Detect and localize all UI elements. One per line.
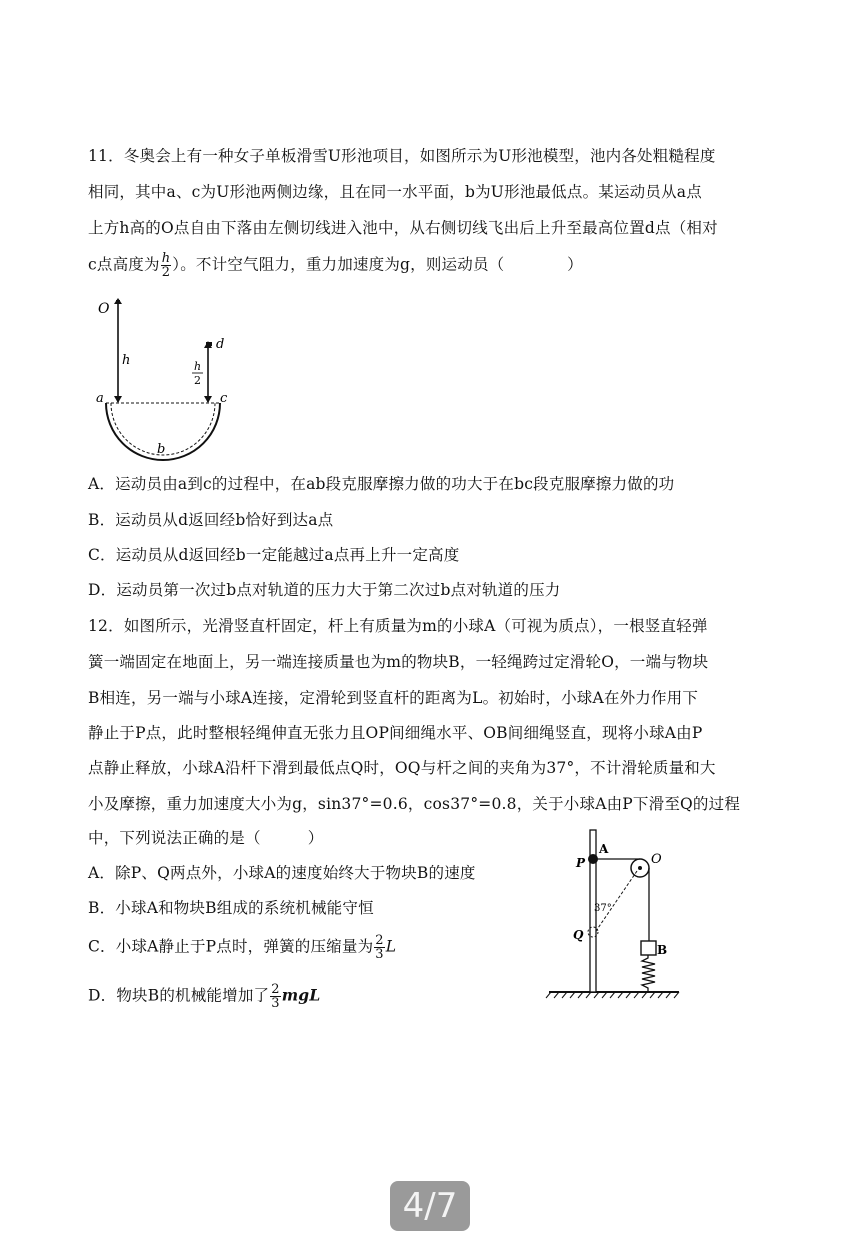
q12-option-d-post: mgL xyxy=(281,985,321,1005)
q11-stem-line-4 xyxy=(88,252,583,279)
q12-option-c-num: 2 xyxy=(375,933,384,948)
q11-fraction-num: h xyxy=(161,251,171,266)
q11-u-pool-figure xyxy=(90,290,250,470)
q12-option-d-fraction xyxy=(270,983,280,1010)
q11-stem-line-4-post: ）。不计空气阻力，重力加速度为g，则运动员（ ） xyxy=(172,255,583,274)
q12-option-c-fraction xyxy=(374,934,384,961)
q11-label-h2-den: 2 xyxy=(194,374,201,387)
q12-option-b: B．小球A和物块B组成的系统机械能守恒 xyxy=(88,899,374,917)
q11-label-h2-num: h xyxy=(194,360,202,373)
q12-option-d-pre: D．物块B的机械能增加了 xyxy=(88,986,270,1005)
q12-stem-line-1: 12．如图所示，光滑竖直杆固定，杆上有质量为m的小球A（可视为质点），一根竖直轻弹 xyxy=(88,617,708,635)
q11-fraction-den: 2 xyxy=(161,265,171,280)
q11-label-a: a xyxy=(96,391,104,406)
q12-option-a: A．除P、Q两点外，小球A的速度始终大于物块B的速度 xyxy=(88,864,476,882)
q12-stem-line-7: 中，下列说法正确的是（ ） xyxy=(88,829,324,847)
q12-stem-line-6: 小及摩擦，重力加速度大小为g，sin37°=0.6，cos37°=0.8，关于小球A由P下滑至Q的过程 xyxy=(88,795,741,813)
q12-label-q: Q xyxy=(573,928,584,942)
q12-option-d-num: 2 xyxy=(271,982,280,997)
q12-stem-line-5: 点静止释放，小球A沿杆下滑到最低点Q时，OQ与杆之间的夹角为37°，不计滑轮质量和大 xyxy=(88,759,716,777)
q12-option-d xyxy=(88,983,320,1010)
q12-option-c-post: L xyxy=(385,937,397,956)
q12-option-c-pre: C．小球A静止于P点时，弹簧的压缩量为 xyxy=(88,937,374,956)
q12-label-o: O xyxy=(651,852,662,867)
q12-option-d-den: 3 xyxy=(271,996,280,1011)
q12-label-p: P xyxy=(576,856,586,870)
page-indicator: 4/7 xyxy=(390,1181,470,1231)
q11-option-c: C．运动员从d返回经b一定能越过a点再上升一定高度 xyxy=(88,546,460,564)
q12-stem-line-2: 簧一端固定在地面上，另一端连接质量也为m的物块B，一轻绳跨过定滑轮O，一端与物块 xyxy=(88,653,709,671)
q11-label-d: d xyxy=(216,337,225,352)
q11-option-b: B．运动员从d返回经b恰好到达a点 xyxy=(88,511,334,529)
q11-label-h: h xyxy=(122,353,131,368)
q12-option-c-den: 3 xyxy=(375,947,384,962)
q12-pulley-figure xyxy=(545,825,685,1000)
q12-label-b: B xyxy=(657,943,668,957)
q12-stem-line-4: 静止于P点，此时整根轻绳伸直无张力且OP间细绳水平、OB间细绳竖直，现将小球A由P xyxy=(88,724,703,742)
q11-stem-line-2: 相同，其中a、c为U形池两侧边缘，且在同一水平面，b为U形池最低点。某运动员从a点 xyxy=(88,183,702,201)
q12-label-angle: 37° xyxy=(594,903,612,914)
q11-stem-line-3: 上方h高的O点自由下落由左侧切线进入池中，从右侧切线飞出后上升至最高位置d点（相对 xyxy=(88,219,718,237)
q12-stem-line-3: B相连，另一端与小球A连接，定滑轮到竖直杆的距离为L。初始时，小球A在外力作用下 xyxy=(88,689,699,707)
q11-stem-line-4-pre: c点高度为 xyxy=(88,255,160,274)
q11-option-a: A．运动员由a到c的过程中，在ab段克服摩擦力做的功大于在bc段克服摩擦力做的功 xyxy=(88,475,675,493)
q11-option-d: D．运动员第一次过b点对轨道的压力大于第二次过b点对轨道的压力 xyxy=(88,581,561,599)
q11-label-c: c xyxy=(220,391,228,406)
q12-option-c xyxy=(88,934,396,961)
q11-stem-line-1: 11．冬奥会上有一种女子单板滑雪U形池项目，如图所示为U形池模型，池内各处粗糙程度 xyxy=(88,147,716,165)
q11-fraction xyxy=(161,252,172,279)
q11-label-o: O xyxy=(98,301,110,317)
q11-label-b: b xyxy=(157,442,166,457)
q12-label-a: A xyxy=(599,842,609,856)
